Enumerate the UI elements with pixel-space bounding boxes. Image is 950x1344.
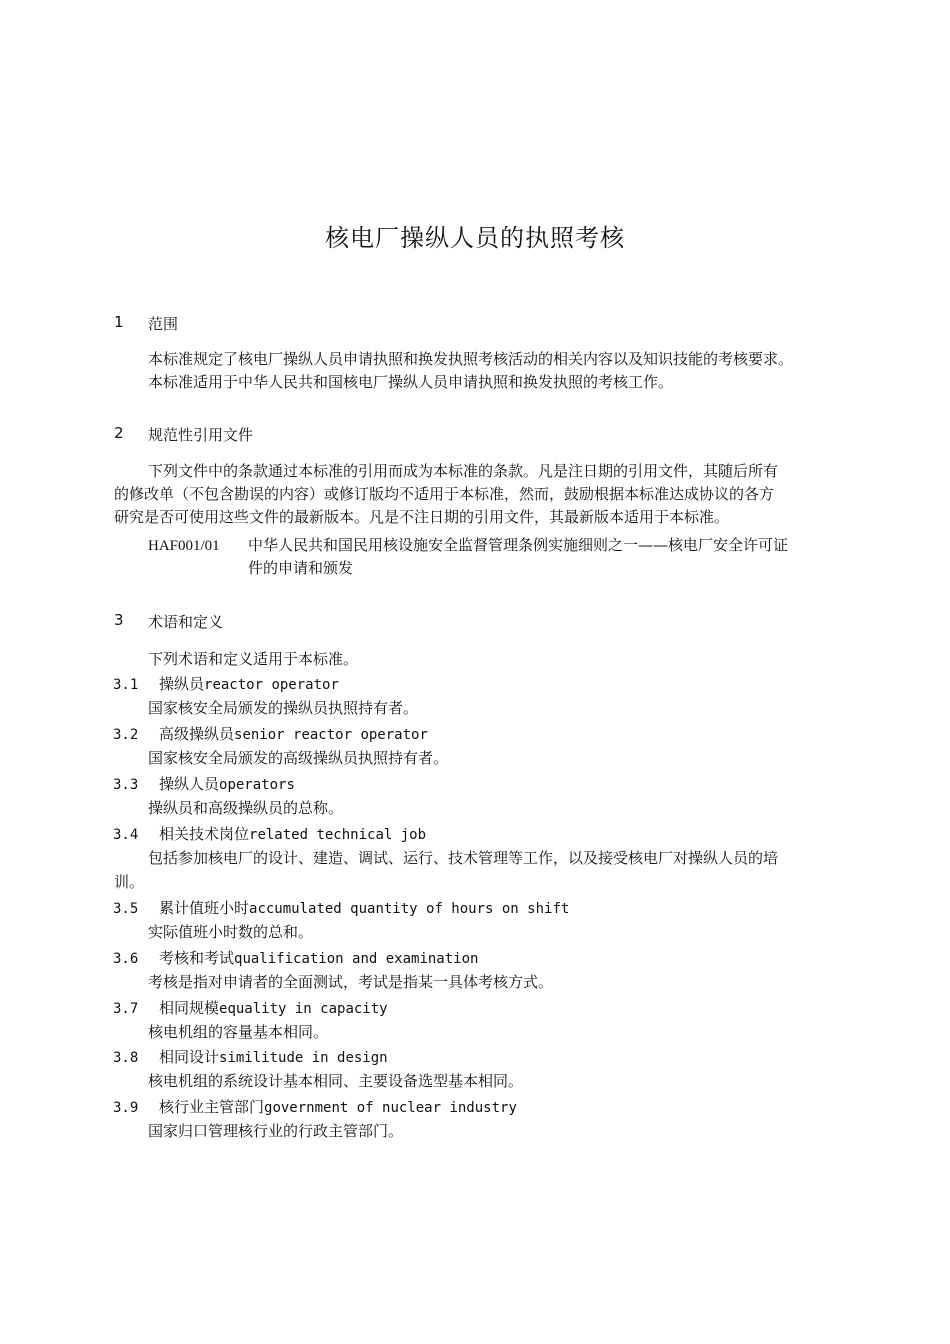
term-chinese: 相同设计	[159, 1048, 220, 1066]
term-number: 3.8	[113, 1050, 139, 1066]
term-english: qualification and examination	[234, 951, 479, 967]
term-3-8	[113, 1046, 388, 1067]
term-chinese: 相关技术岗位	[159, 825, 250, 843]
section-2-line-3: 研究是否可使用这些文件的最新版本。凡是不注日期的引用文件，其最新版本适用于本标准。	[114, 508, 730, 526]
term-chinese: 考核和考试	[159, 949, 235, 967]
section-1-title: 范围	[148, 315, 179, 333]
section-1-paragraph-2: 本标准适用于中华人民共和国核电厂操纵人员申请执照和换发执照的考核工作。	[148, 373, 674, 391]
term-number: 3.7	[113, 1001, 139, 1017]
term-3-9-definition: 国家归口管理核行业的行政主管部门。	[148, 1122, 404, 1140]
section-3-title: 术语和定义	[148, 613, 224, 631]
term-english: related technical job	[249, 827, 427, 843]
term-3-5-definition: 实际值班小时数的总和。	[148, 923, 314, 941]
term-3-7-definition: 核电机组的容量基本相同。	[148, 1023, 329, 1041]
term-english: government of nuclear industry	[264, 1100, 517, 1116]
section-2-number: 2	[114, 424, 124, 442]
section-2-line-2: 的修改单（不包含勘误的内容）或修订版均不适用于本标准，然而，鼓励根据本标准达成协议的各方	[114, 485, 775, 503]
term-number: 3.1	[113, 677, 139, 693]
term-3-6-definition: 考核是指对申请者的全面测试，考试是指某一具体考核方式。	[148, 973, 554, 991]
section-1-number: 1	[114, 313, 124, 331]
term-number: 3.5	[113, 901, 139, 917]
term-3-9	[113, 1096, 517, 1117]
term-3-2	[113, 723, 428, 744]
section-1-paragraph-1: 本标准规定了核电厂操纵人员申请执照和换发执照考核活动的相关内容以及知识技能的考核要求。	[148, 350, 794, 368]
reference-code: HAF001/01	[148, 538, 220, 554]
term-3-3	[113, 773, 295, 794]
term-3-4	[113, 823, 426, 844]
term-3-3-definition: 操纵员和高级操纵员的总称。	[148, 799, 344, 817]
term-number: 3.3	[113, 777, 139, 793]
reference-title-line-1: 中华人民共和国民用核设施安全监督管理条例实施细则之一——核电厂安全许可证	[248, 536, 789, 554]
section-3-number: 3	[114, 611, 124, 629]
term-3-5	[113, 897, 569, 918]
term-3-1-definition: 国家核安全局颁发的操纵员执照持有者。	[148, 699, 419, 717]
term-english: reactor operator	[204, 677, 339, 693]
term-chinese: 操纵人员	[159, 775, 220, 793]
reference-title	[248, 534, 863, 580]
term-3-4-definition-cont: 训。	[114, 873, 145, 891]
section-2-title: 规范性引用文件	[148, 426, 254, 444]
section-2-line-1: 下列文件中的条款通过本标准的引用而成为本标准的条款。凡是注日期的引用文件，其随后所有	[148, 462, 779, 480]
term-chinese: 操纵员	[159, 675, 205, 693]
term-3-1	[113, 673, 339, 694]
term-chinese: 核行业主管部门	[159, 1098, 265, 1116]
section-1-body	[148, 348, 793, 394]
term-3-4-definition: 包括参加核电厂的设计、建造、调试、运行、技术管理等工作，以及接受核电厂对操纵人员的培	[148, 849, 779, 867]
reference-title-line-2: 件的申请和颁发	[248, 559, 354, 577]
term-3-6	[113, 947, 478, 968]
term-chinese: 累计值班小时	[159, 899, 250, 917]
term-number: 3.6	[113, 951, 139, 967]
term-english: accumulated quantity of hours on shift	[249, 901, 570, 917]
term-english: similitude in design	[219, 1050, 388, 1066]
term-number: 3.4	[113, 827, 139, 843]
term-number: 3.2	[113, 727, 139, 743]
term-3-7	[113, 997, 388, 1018]
section-3-intro: 下列术语和定义适用于本标准。	[148, 650, 359, 668]
term-chinese: 相同规模	[159, 999, 220, 1017]
term-3-8-definition: 核电机组的系统设计基本相同、主要设备选型基本相同。	[148, 1072, 524, 1090]
document-title: 核电厂操纵人员的执照考核	[325, 224, 625, 252]
term-english: operators	[219, 777, 295, 793]
term-number: 3.9	[113, 1100, 139, 1116]
section-2-body	[114, 460, 778, 529]
term-chinese: 高级操纵员	[159, 725, 235, 743]
term-english: senior reactor operator	[234, 727, 428, 743]
term-3-2-definition: 国家核安全局颁发的高级操纵员执照持有者。	[148, 749, 449, 767]
term-english: equality in capacity	[219, 1001, 388, 1017]
